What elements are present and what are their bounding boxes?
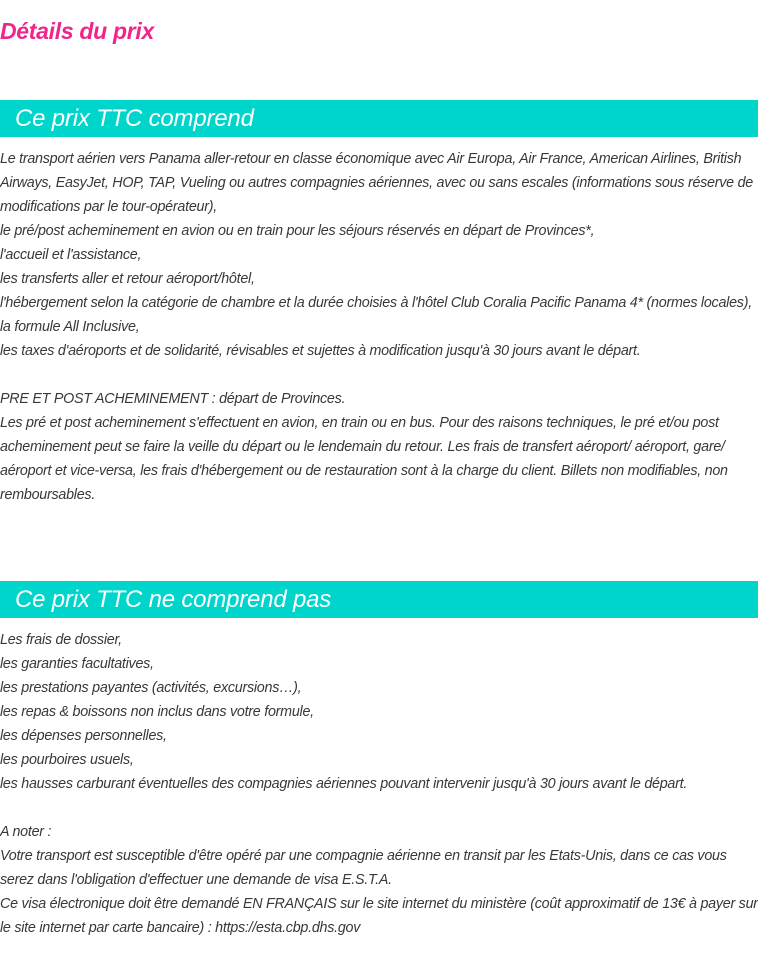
included-item: Le transport aérien vers Panama aller-retour en classe économique avec Air Europa, Air France, American Airlines, British Airways, EasyJet, HOP, TAP, Vueling ou autres compagnies aériennes, avec ou sans escales (informations sous réserve de modifications par le tour-opérateur), [0, 151, 753, 215]
included-item: l'hébergement selon la catégorie de chambre et la durée choisies à l'hôtel Club Coralia Pacific Panama 4* (normes locales), [0, 295, 752, 311]
included-item: le pré/post acheminement en avion ou en train pour les séjours réservés en départ de Provinces*, [0, 223, 595, 239]
paragraph-spacer [0, 363, 758, 387]
visa-note-line: Ce visa électronique doit être demandé EN FRANÇAIS sur le site internet du ministère (coût approximatif de 13€ à payer sur le site internet par carte bancaire) : https://esta.cbp.dhs.gov [0, 896, 758, 936]
paragraph-spacer [0, 796, 758, 820]
included-item: les taxes d'aéroports et de solidarité, révisables et sujettes à modification jusqu'à 30 jours avant le départ. [0, 343, 641, 359]
visa-note-line: Votre transport est susceptible d'être opéré par une compagnie aérienne en transit par les Etats-Unis, dans ce cas vous serez dans l'obligation d'effectuer une demande de visa E.S.T.A. [0, 848, 727, 888]
included-item: la formule All Inclusive, [0, 319, 140, 335]
excluded-heading: Ce prix TTC ne comprend pas [15, 586, 332, 613]
included-item: les transferts aller et retour aéroport/hôtel, [0, 271, 255, 287]
excluded-item: Les frais de dossier, [0, 632, 122, 648]
excluded-section-header [0, 581, 758, 618]
excluded-item: les repas & boissons non inclus dans votre formule, [0, 704, 314, 720]
excluded-item: les prestations payantes (activités, excursions…), [0, 680, 302, 696]
transfer-note-title: PRE ET POST ACHEMINEMENT : départ de Provinces. [0, 391, 346, 407]
transfer-note-text: Les pré et post acheminement s'effectuent en avion, en train ou en bus. Pour des raisons techniques, le pré et/ou post acheminement peut se faire la veille du départ ou le lendemain du retour. Les frais de transfert aéroport/ aéroport, gare/ aéroport et vice-versa, les frais d'hébergement ou de restauration sont à la charge du client. Billets non modifiables, non remboursables. [0, 415, 728, 503]
excluded-item: les garanties facultatives, [0, 656, 154, 672]
included-item: l'accueil et l'assistance, [0, 247, 142, 263]
excluded-item: les pourboires usuels, [0, 752, 134, 768]
page-title: Détails du prix [0, 18, 154, 44]
excluded-section [0, 628, 758, 940]
excluded-item: les dépenses personnelles, [0, 728, 167, 744]
excluded-item: les hausses carburant éventuelles des compagnies aériennes pouvant intervenir jusqu'à 30 jours avant le départ. [0, 776, 688, 792]
included-heading: Ce prix TTC comprend [15, 105, 254, 132]
visa-note-title: A noter : [0, 824, 52, 840]
included-section [0, 147, 758, 507]
included-section-header [0, 100, 758, 137]
